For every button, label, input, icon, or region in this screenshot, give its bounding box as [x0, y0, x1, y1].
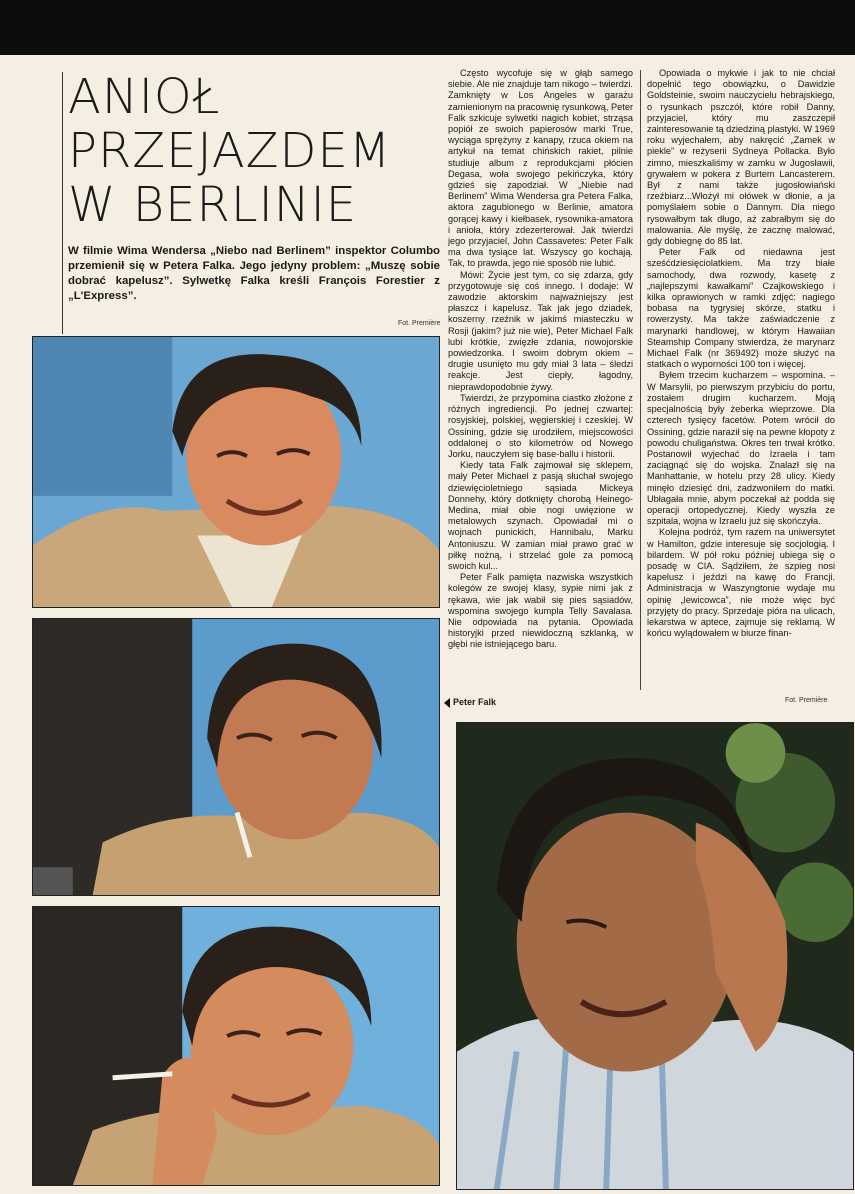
paragraph: Kolejna podróż, tym razem na uniwersytet w Hamilton, gdzie interesuje się socjologią. I bilardem. W pół roku później ubiega się o posadę w CIA. Sądziłem, że szpieg nosi kapelusz i jeździ na kawę do Francji. Administracja w Waszyngtonie wydaje mu opinię „lewicowca”, nie może więc być przyjęty do pracy. Sprzedaje pióra na ulicach, lekarstwa w aptece, zajmuje się reklamą. W końcu wylądowałem w biurze finan-	[647, 527, 835, 639]
column-rule	[640, 70, 641, 690]
caption-arrow-icon	[444, 698, 450, 708]
portrait-hand-on-cheek-icon	[33, 907, 439, 1185]
title-rule	[62, 72, 63, 334]
photo-falk-cigarette	[32, 618, 440, 896]
paragraph: Peter Falk od niedawna jest sześćdziesięciolatkiem. Ma trzy białe samochody, dwa rozwody, kasetę z „najlepszymi kawałkami” Czajkowskiego i kilka oprawionych w ramki zdjęć: nagiego bobasa na tygrysiej skórze, statku i rowerzysty. Ma także zaświadczenie z marynarki handlowej, w którym Hawaiian Steamship Company stwierdza, że marynarz Michael Falk (nr 369492) może służyć na statkach o wyporności 100 ton i więcej.	[647, 247, 835, 370]
photo-credit-top: Fot. Première	[398, 320, 441, 327]
text-column-2	[647, 68, 835, 692]
photo-credit-right: Fot. Première	[785, 697, 828, 704]
text-column-1	[448, 68, 633, 692]
portrait-smiling-icon	[33, 337, 439, 607]
photo-falk-smiling	[32, 336, 440, 608]
photo-falk-hand-forehead	[456, 722, 854, 1190]
paragraph: Twierdzi, że przypomina ciastko złożone z różnych ingrediencji. Po jednej czwartej: rosyjskiej, polskiej, węgierskiej i czeskiej. W Ossining, gdzie się urodziłem, miejscowości oddalonej o sto kilometrów od Nowego Jorku, nauczyłem się base-ballu i historii.	[448, 392, 633, 459]
paragraph: Byłem trzecim kucharzem – wspomina. – W Marsylii, po pierwszym przybiciu do portu, zostałem drugim kucharzem. Moją specjalnością były żeberka wieprzowe. Dla czterech tysięcy facetów. Potem wrócił do Ossining, gdzie naraził się na pewne kłopoty z powodu chuligaństwa. Okres ten trwał krótko. Postanowił wyjechać do Izraela i tam zaciągnąć się do wojska. Znalazł się na Manhattanie, w hotelu przy 28 ulicy. Kiedy minęło dziesięć dni, zadzwoniłem do matki. Ubłagała mnie, abym poczekał aż podda się operacji ortopedycznej. Kiedy wyszła ze szpitala, wojna w Izraelu już się skończyła.	[647, 370, 835, 527]
portrait-hand-on-forehead-icon	[457, 723, 853, 1189]
title-line-2: PRZEJAZDEM	[68, 123, 392, 179]
top-black-band	[0, 0, 855, 55]
photo-caption	[444, 697, 496, 708]
paragraph: Peter Falk pamięta nazwiska wszystkich kolegów ze swojej klasy, sypie nimi jak z rękawa, wie jak wabił się pies sąsiadów, wspomina swojego kumpla Telly Savalasa. Nie odpowiada na pytania. Opowiada historyjki przed niewidoczną szklanką, w głębi nie istniejącego baru.	[448, 572, 633, 650]
portrait-cigarette-icon	[33, 619, 439, 895]
photo-falk-hand-cheek	[32, 906, 440, 1186]
article-title	[68, 70, 438, 232]
paragraph: Często wycofuje się w głąb samego siebie. Ale nie znajduje tam nikogo – twierdzi. Zamknięty w Los Angeles w garażu zamienionym na pracownię rysunkową, Peter Falk szkicuje sylwetki nagich kobiet, strząsa popiół ze swoich papierosów marki True, wyciąga sprężyny z kanapy, rzuca okiem na artykuł na temat chińskich rakiet, pilnie studiuje album z reprodukcjami płócien Degasa, woła swojego pekińczyka, który gdzieś się zapodział. W „Niebie nad Berlinem” Wima Wendersa gra Petera Falka, aktora zagubionego w Berlinie, amatora gorącej kawy i kiełbasek, rysownika-amatora i anioła, który zdezerterował. Jak twierdzi jego przyjaciel, John Cassavetes: Peter Falk ma dwa tysiące lat. Wszyscy go kochają. Tak, to prawda, jego nie sposób nie lubić.	[448, 68, 633, 269]
caption-text: Peter Falk	[453, 697, 497, 707]
paragraph: Kiedy tata Falk zajmował się sklepem, mały Peter Michael z pasją słuchał swojego dziewięcioletniego sąsiada Mickeya Donnehy, który dotknięty chorobą Heinego-Medina, miał obie nogi uwięzione w metalowych szynach. Opowiadał mi o wojnach punickich, Hannibalu, Marku Antoniuszu. W zamian miał prawo grać w piłkę nożną, i strzelać gole za pomocą swoich kul...	[448, 460, 633, 571]
title-line-1: ANIOŁ	[68, 69, 221, 125]
paragraph: Mówi: Życie jest tym, co się zdarza, gdy przygotowuje się coś innego. I dodaje: W zawodzie aktorskim najważniejszy jest płaszcz i kapelusz. Tak jak jego dziadek, koszerny rzeźnik w jakimś miasteczku w Rosji (jakim? już nie wie), Peter Michael Falk lubi krótkie, zwięzłe zdania, nowojorskie powiedzonka. I swoim dobrym okiem – drugie usunięto mu gdy miał 3 lata – śledzi reakcje. Jest ciepły, łagodny, nieprawdopodobnie żywy.	[448, 269, 633, 392]
title-line-3: W BERLINIE	[68, 177, 358, 233]
article-lead: W filmie Wima Wendersa „Niebo nad Berlinem” inspektor Columbo przemienił się w Petera Falka. Jego jedyny problem: „Muszę sobie dobrać kapelusz”. Sylwetkę Falka kreśli François Forestier z „L'Express”.	[68, 245, 440, 302]
paragraph: Opowiada o mykwie i jak to nie chciał dopełnić tego obowiązku, o Dawidzie Goldsteinie, swoim nauczycielu hebrajskiego, o rysunkach pszczół, które robił Danny, przyjaciel, który mu zaszczepił zainteresowanie tą dziedziną plastyki. W 1969 roku wyjechałem, aby nakręcić „Zamek w piekle” w reżyserii Sydneya Pollacka. Było zimno, mieszkaliśmy w zamku w Jugosławii, grywałem w pokera z Burtem Lancasterem. Był z nami także jugosłowiański rzeźbiarz...Włożył mi ołówek w dłonie, a ja pomyślałem sobie o Dannym. Dla niego rysowałbym tak długo, aż zabrałbym się do malowania. Ale myślę, że zacznę malować, gdy dobiegnę do 85 lat.	[647, 68, 835, 247]
